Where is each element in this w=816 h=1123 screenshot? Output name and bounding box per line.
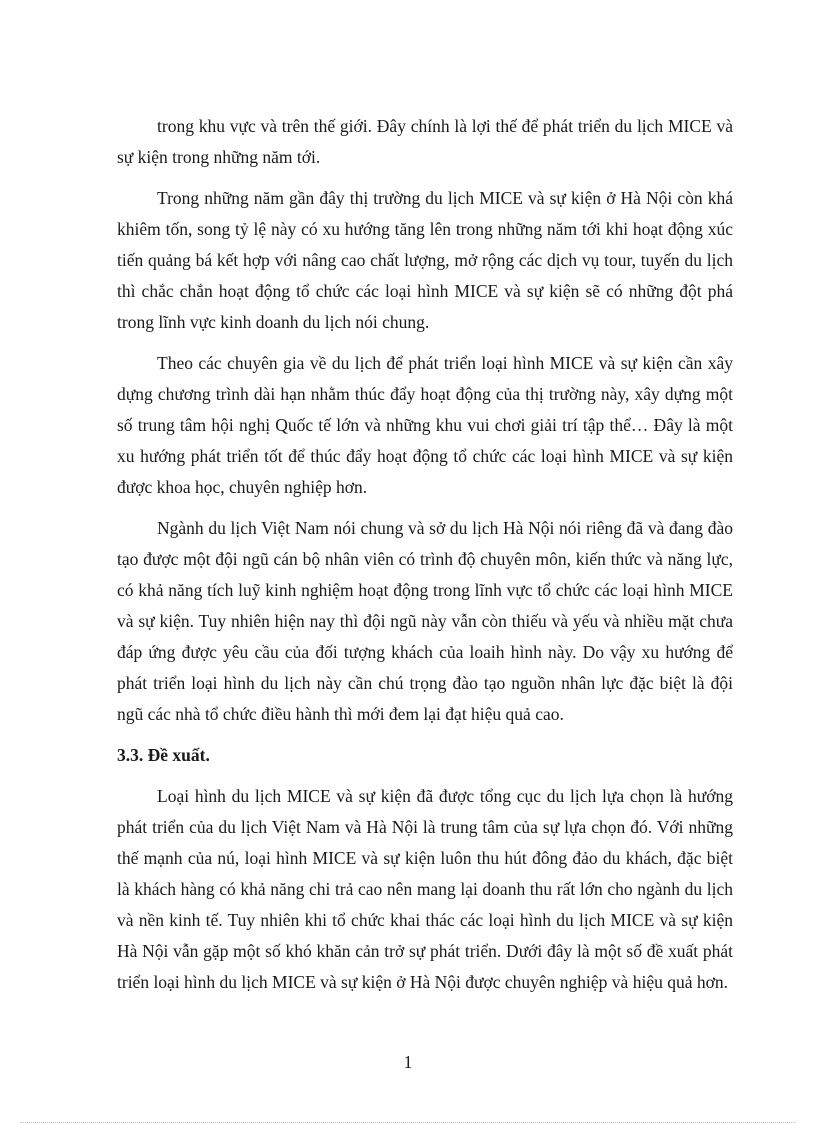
section-heading: 3.3. Đề xuất.: [117, 745, 210, 765]
paragraph: Theo các chuyên gia về du lịch để phát triển loại hình MICE và sự kiện cần xây dựng chương trình dài hạn nhằm thúc đẩy hoạt động của thị trường này, xây dựng một số trung tâm hội nghị Quốc tế lớn và những khu vui chơi giải trí tập thể… Đây là một xu hướng phát triển tốt để thúc đẩy hoạt động tổ chức các loại hình MICE và sự kiện được khoa học, chuyên nghiệp hơn.: [117, 353, 733, 497]
paragraph: Ngành du lịch Việt Nam nói chung và sở du lịch Hà Nội nói riêng đã và đang đào tạo được một đội ngũ cán bộ nhân viên có trình độ chuyên môn, kiến thức và năng lực, có khả năng tích luỹ kinh nghiệm hoạt động trong lĩnh vực tổ chức các loại hình MICE và sự kiện. Tuy nhiên hiện nay thì đội ngũ này vẫn còn thiếu và yếu và nhiều mặt chưa đáp ứng được yêu cầu của đối tượng khách của loaih hình này. Do vậy xu hướng để phát triển loại hình du lịch này cần chú trọng đào tạo nguồn nhân lực đặc biệt là đội ngũ các nhà tổ chức điều hành thì mới đem lại đạt hiệu quả cao.: [117, 518, 733, 724]
page-number: 1: [403, 1052, 413, 1072]
paragraph: Trong những năm gần đây thị trường du lịch MICE và sự kiện ở Hà Nội còn khá khiêm tốn, song tỷ lệ này có xu hướng tăng lên trong những năm tới khi hoạt động xúc tiến quảng bá kết hợp với nâng cao chất lượng, mở rộng các dịch vụ tour, tuyến du lịch thì chắc chắn hoạt động tổ chức các loại hình MICE và sự kiện sẽ có những đột phá trong lĩnh vực kinh doanh du lịch nói chung.: [117, 188, 733, 332]
paragraph: Loại hình du lịch MICE và sự kiện đã được tổng cục du lịch lựa chọn là hướng phát triển của du lịch Việt Nam và Hà Nội là trung tâm của sự lựa chọn đó. Với những thế mạnh của nú, loại hình MICE và sự kiện luôn thu hút đông đảo du khách, đặc biệt là khách hàng có khả năng chi trả cao nên mang lại doanh thu rất lớn cho ngành du lịch và nền kinh tế. Tuy nhiên khi tổ chức khai thác các loại hình du lịch MICE và sự kiện Hà Nội vẫn gặp một số khó khăn cản trở sự phát triển. Dưới đây là một số đề xuất phát triển loại hình du lịch MICE và sự kiện ở Hà Nội được chuyên nghiệp và hiệu quả hơn.: [117, 786, 733, 992]
paragraph: trong khu vực và trên thế giới. Đây chính là lợi thế để phát triển du lịch MICE và sự kiện trong những năm tới.: [117, 116, 733, 167]
page-body: [117, 111, 733, 1008]
